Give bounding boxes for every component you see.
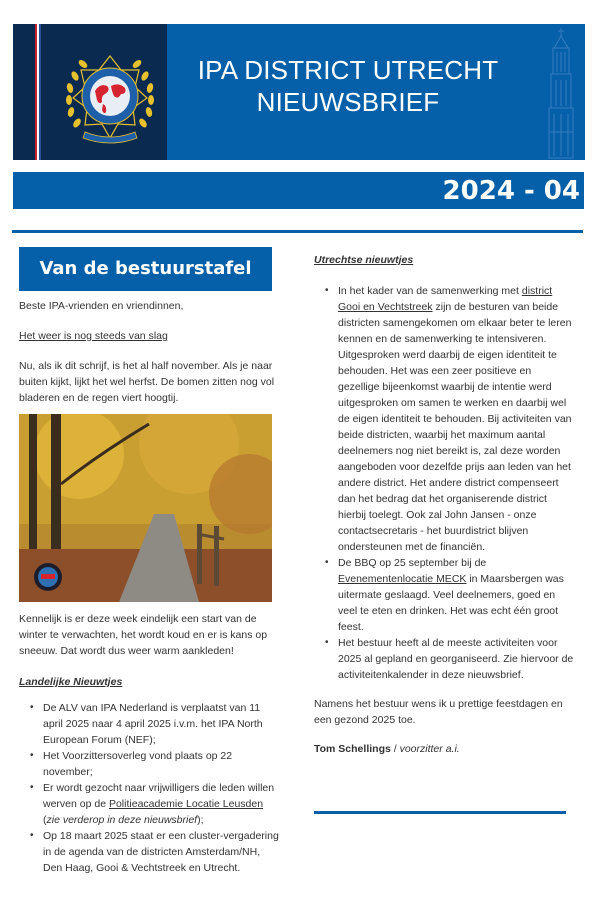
flag-stripe-blue: [39, 24, 41, 160]
weather-paragraph: Nu, als ik dit schrijf, is het al half november. Als je naar buiten kijkt, lijkt het wel herfst. De bomen zitten nog vol bladeren en de regen viert hoogtij.: [19, 360, 275, 404]
list-item: • Het bestuur heeft al de meeste activiteiten voor 2025 al gepland en georganiseerd. Zie hiervoor de activiteitenkalender in deze nieuwsbrief.: [338, 635, 574, 683]
list-item: [338, 283, 574, 555]
right-column: [314, 252, 574, 757]
politieacademie-link[interactable]: Politieacademie Locatie Leusden: [108, 798, 264, 810]
list-item: • Het Voorzittersoverleg vond plaats op 22 november;: [43, 748, 279, 780]
signature-separator: /: [390, 743, 400, 755]
signature-name: Tom Schellings: [314, 743, 391, 755]
landelijk-heading: Landelijke Nieuwtjes: [19, 676, 123, 688]
section-heading: Van de bestuurstafel: [19, 247, 272, 291]
signature: [314, 741, 574, 757]
list-item-text: In het kader van de samenwerking met: [338, 285, 522, 297]
list-item-text: zijn de besturen van beide districten samengekomen om elkaar beter te leren kennen en de samenwerking te intensiveren. Uitgesproken werd daarbij de eigen identiteit te behouden. Het was een zeer positieve en gezellige bijeenkomst waarbij de intentie werd uitgesproken om samen te werken en daarbij wel de eigen identiteit te behouden. Bij activiteiten van beide districten, waarbij het maximum aantal deelnemers nog niet bereikt is, zal deze worden aangeboden voor dezelfde prijs aan leden van het andere district. Het andere district compenseert dan het bedrag dat het organiserende district hierbij toelegt. Ook zal John Jansen - onze contactsecretaris - het buurdistrict blijven ondersteunen met de financiën.: [338, 301, 572, 553]
left-column: [19, 247, 279, 876]
list-item-text: );: [197, 814, 204, 826]
gooi-vechtstreek-link[interactable]: district Gooi en Vechtstreek: [338, 285, 553, 313]
greeting: Beste IPA-vrienden en vriendinnen,: [19, 300, 184, 312]
utrechtse-heading: Utrechtse nieuwtjes: [314, 254, 414, 266]
winter-paragraph: Kennelijk is er deze week eindelijk een start van de winter te verwachten, het wordt koud en er is kans op sneeuw. Dat wordt dus weer warm aankleden!: [19, 613, 268, 657]
utrechtse-list: [314, 283, 574, 683]
title-line-1: IPA DISTRICT UTRECHT: [197, 55, 499, 85]
closing-paragraph: Namens het bestuur wens ik u prettige feestdagen en een gezond 2025 toe.: [314, 698, 563, 726]
weather-subheading: Het weer is nog steeds van slag: [19, 330, 168, 342]
list-item: [338, 555, 574, 635]
signature-role: voorzitter a.i.: [399, 743, 460, 755]
top-divider: [12, 230, 583, 233]
list-item: • De ALV van IPA Nederland is verplaatst van 11 april 2025 naar 4 april 2025 i.v.m. het IPA North European Forum (NEF);: [43, 700, 279, 748]
meck-link[interactable]: Evenementenlocatie MECK: [338, 573, 467, 585]
list-item-text: De BBQ op 25 september bij de: [338, 557, 487, 569]
bottom-divider: [314, 811, 566, 814]
list-item-note: zie verderop in deze nieuwsbrief: [46, 814, 198, 826]
ipa-logo: [55, 36, 165, 148]
dom-tower-illustration: [541, 26, 581, 160]
title-line-2: NIEUWSBRIEF: [256, 87, 440, 117]
issue-bar: [13, 172, 584, 209]
header-banner: [13, 24, 585, 160]
list-item-text: in Maarsbergen was uitermate geslaagd. Veel deelnemers, goed en veel te eten en drinken. Het was echt één groot feest.: [338, 573, 564, 633]
list-item: [43, 780, 279, 828]
landelijk-list: [19, 700, 279, 876]
list-item: • Op 18 maart 2025 staat er een cluster-vergadering in de agenda van de districten Amsterdam/NH, Den Haag, Gooi & Vechtstreek en Utrecht.: [43, 828, 279, 876]
logo-panel: [13, 24, 167, 160]
newsletter-title: [173, 54, 523, 118]
issue-number: 2024 - 04: [442, 176, 580, 206]
list-item-text: Er wordt gezocht naar vrijwilligers die leden willen werven op de: [43, 782, 275, 810]
autumn-forest-photo: [19, 414, 272, 602]
list-item-text: (: [43, 814, 47, 826]
